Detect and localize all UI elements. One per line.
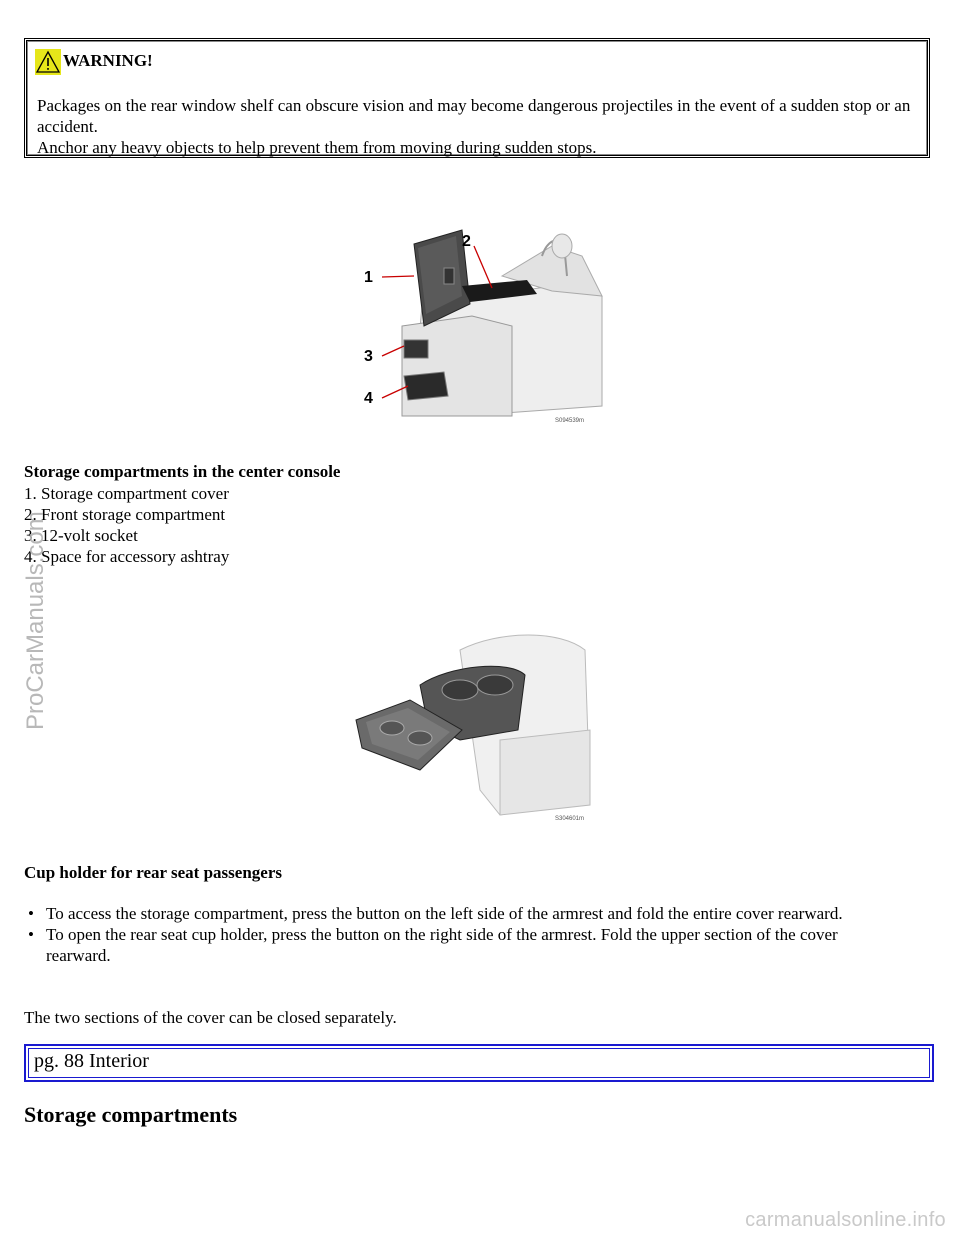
cup-holder-title: Cup holder for rear seat passengers [24, 863, 282, 882]
section-heading: Storage compartments [24, 1102, 238, 1127]
bullet-icon: • [28, 904, 34, 923]
list-item: 4. Space for accessory ashtray [24, 547, 230, 566]
cup-holder-instructions [24, 903, 904, 966]
warning-title: WARNING! [63, 51, 153, 70]
console-caption-title: Storage compartments in the center console [24, 462, 341, 481]
figure-code: S094539m [555, 418, 585, 424]
side-watermark: ProCarManuals.com [22, 511, 49, 730]
center-console-illustration [352, 216, 612, 430]
warning-line-2: Anchor any heavy objects to help prevent them from moving during sudden stops. [37, 138, 597, 157]
page-label-box [24, 1044, 934, 1082]
bullet-icon: • [28, 925, 34, 944]
callout-2: 2 [462, 233, 471, 250]
warning-triangle-icon [35, 49, 61, 75]
callout-4: 4 [364, 390, 373, 407]
list-item: 1. Storage compartment cover [24, 484, 229, 503]
list-item: 2. Front storage compartment [24, 505, 226, 524]
list-item: 3. 12-volt socket [24, 526, 138, 545]
cup-holder-illustration [350, 630, 600, 826]
callout-3: 3 [364, 348, 373, 365]
warning-box [24, 38, 930, 158]
list-item: • To open the rear seat cup holder, press the button on the right side of the armrest. Fold the upper section of the cover rearward. [24, 924, 904, 966]
bottom-watermark: carmanualsonline.info [745, 1209, 946, 1231]
callout-1: 1 [364, 269, 373, 286]
warning-line-1: Packages on the rear window shelf can obscure vision and may become dangerous projectiles in the event of a sudden stop or an accident. [37, 96, 911, 136]
list-item: • To access the storage compartment, press the button on the left side of the armrest and fold the entire cover rearward. [24, 903, 904, 924]
page-label: pg. 88 Interior [34, 1050, 149, 1072]
figure-code: S304601m [555, 816, 585, 822]
warning-text [37, 95, 917, 158]
console-parts-list [24, 483, 229, 567]
warning-title-row [35, 45, 153, 71]
cover-note: The two sections of the cover can be closed separately. [24, 1008, 397, 1027]
